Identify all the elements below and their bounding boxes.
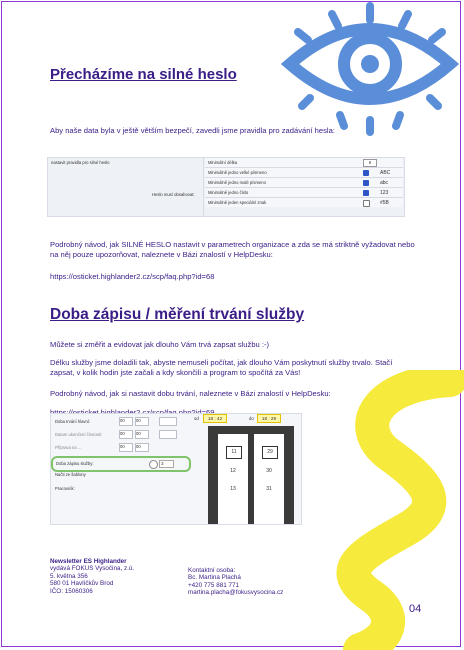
hours-column[interactable] xyxy=(218,434,248,525)
min-length-input[interactable]: 8 xyxy=(363,159,377,167)
footer-line: Newsletter ES Highlander xyxy=(50,558,127,565)
footer-line: Bc. Martina Plachá xyxy=(188,574,241,582)
footer-line: Kontaktní osoba: xyxy=(188,567,236,574)
minutes-column[interactable] xyxy=(254,434,284,525)
paragraph-duration: Délku služby jsme doladili tak, abyste nemuseli počítat, jak dlouho Vám poskytnutí služby trvalo. Stačí zapsat, v kolik hodin jste začali a kdy skončili a program to spočítá za Vás! xyxy=(50,358,393,377)
footer-publisher xyxy=(50,558,134,595)
paragraph-instructions-2: Podrobný návod, jak si nastavit dobu trvání, naleznete v Bázi znalostí v HelpDesku: xyxy=(50,389,331,398)
form-label: Načti ze šablony xyxy=(55,472,86,477)
minute-select[interactable]: 00 xyxy=(135,417,149,426)
form-label: Příprava na ... xyxy=(55,445,82,450)
row-example: abc xyxy=(380,180,389,186)
form-label: Doba zápisu služby: xyxy=(56,461,94,466)
footer-line: vydává FOKUS Vysočina, z.ú. xyxy=(50,565,135,573)
hour-select[interactable]: 00 xyxy=(119,443,133,452)
footer-line: +420 775 881 771 xyxy=(188,581,239,589)
hour-option[interactable]: 12 xyxy=(230,468,236,474)
checkbox[interactable] xyxy=(363,200,370,207)
selected-minute[interactable]: 29 xyxy=(262,446,278,459)
highlighted-row xyxy=(51,456,191,472)
table-left-cell xyxy=(48,158,204,216)
instructions-paragraph-1: Podrobný návod, jak SILNÉ HESLO nastavit v parametrech organizace a zda se má striktně vyžadovat nebo na něj pouze upozorňovat, naleznete v Bázi znalostí v HelpDesku: xyxy=(50,240,415,259)
footer-line: 580 01 Havlíčkův Brod xyxy=(50,580,114,588)
faq-link-68[interactable]: https://osticket.highlander2.cz/scp/faq.php?id=68 xyxy=(50,272,215,281)
page-number: 04 xyxy=(409,603,422,615)
hour-select[interactable]: 00 xyxy=(119,430,133,439)
table-row xyxy=(205,158,403,168)
time-to-label: do xyxy=(249,416,254,421)
intro-text: Aby naše data byla v ještě větším bezpečí, zavedli jsme pravidla pro zadávání hesla: xyxy=(50,126,335,135)
duration-form-screenshot xyxy=(50,413,302,525)
duration-value-input[interactable]: 3 xyxy=(159,460,174,468)
minute-option[interactable]: 30 xyxy=(266,468,272,474)
checkbox[interactable] xyxy=(363,170,369,176)
table-row xyxy=(205,198,403,207)
contact-email[interactable]: martina.placha@fokusvysocina.cz xyxy=(188,589,284,597)
row-label: Minimálně jeden speciální znak xyxy=(208,200,267,205)
time-from-box[interactable]: 18 : 42 xyxy=(203,414,227,423)
row-label: Minimálně jedno malé písmeno xyxy=(208,180,266,185)
paragraph-measure: Můžete si změřit a evidovat jak dlouho Vám trvá zapsat službu :-) xyxy=(50,340,270,349)
checkbox[interactable] xyxy=(363,190,369,196)
table-row xyxy=(205,178,403,188)
row-label: Minimálně jedno číslo xyxy=(208,190,249,195)
row-label: Minimální délka xyxy=(208,160,238,165)
footer-line: 5. května 356 xyxy=(50,572,88,580)
footer-contact xyxy=(188,567,283,597)
table-row xyxy=(205,188,403,198)
group-label: Heslo musí obsahovat: xyxy=(152,192,195,197)
form-label: Pracovník: xyxy=(55,486,75,491)
hour-select[interactable]: 00 xyxy=(119,417,133,426)
duration-input[interactable] xyxy=(159,417,177,426)
row-example: 123 xyxy=(380,190,389,196)
time-to-box[interactable]: 18 : 29 xyxy=(257,414,281,423)
heading-service-duration: Doba zápisu / měření trvání služby xyxy=(50,306,305,323)
rule-label: nastavit pravidla pro silné heslo xyxy=(51,160,110,165)
row-example: #5B xyxy=(380,200,389,206)
time-picker[interactable] xyxy=(208,426,294,524)
footer-line: IČO: 15060306 xyxy=(50,587,93,595)
password-settings-table xyxy=(47,157,405,217)
hour-option[interactable]: 13 xyxy=(230,486,236,492)
form-label: Datum ukončení činnosti: xyxy=(55,432,103,437)
duration-input[interactable] xyxy=(159,430,177,439)
time-from-label: od xyxy=(194,416,199,421)
squiggle-decoration xyxy=(300,370,464,650)
checkbox[interactable] xyxy=(363,180,369,186)
eye-illustration xyxy=(280,2,460,137)
minute-select[interactable]: 00 xyxy=(135,443,149,452)
row-example: ABC xyxy=(380,170,391,176)
table-row xyxy=(205,168,403,178)
heading-strong-password: Přecházíme na silné heslo xyxy=(50,66,237,83)
selected-hour[interactable]: 11 xyxy=(226,446,242,459)
row-label: Minimálně jedno velké písmeno xyxy=(208,170,267,175)
clock-icon xyxy=(149,460,158,469)
minute-select[interactable]: 00 xyxy=(135,430,149,439)
form-label: Doba trvání hlavní: xyxy=(55,419,91,424)
minute-option[interactable]: 31 xyxy=(266,486,272,492)
